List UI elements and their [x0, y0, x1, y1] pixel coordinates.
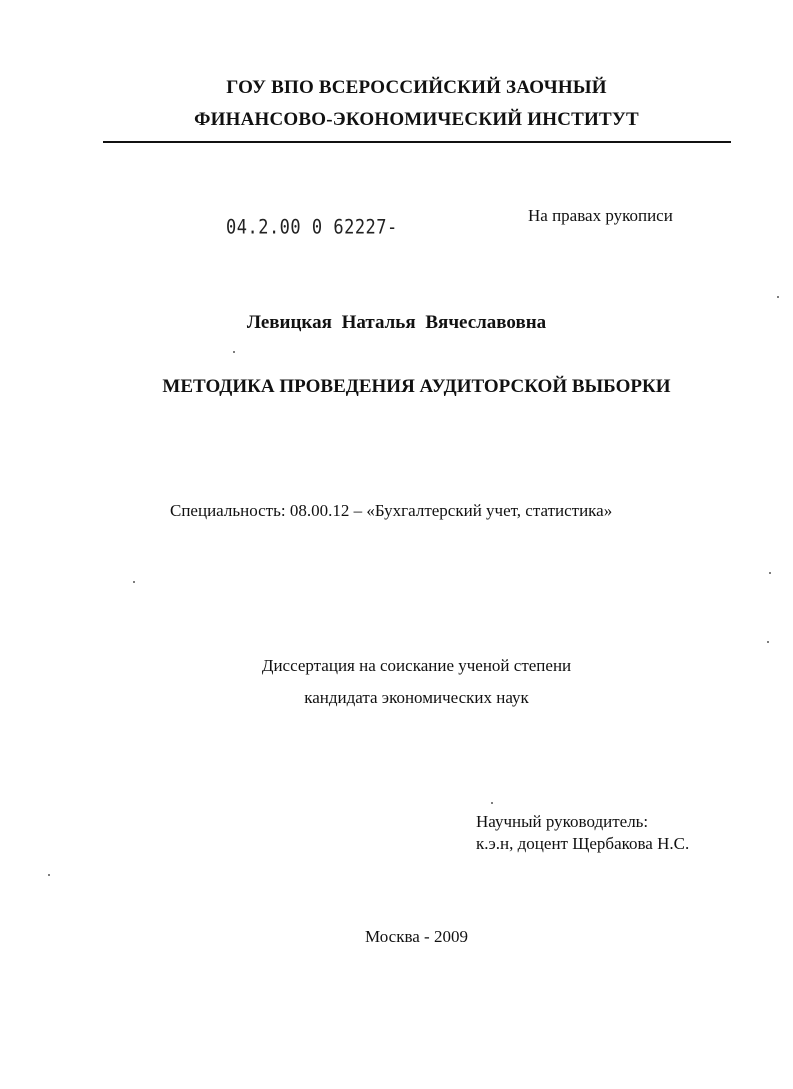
institution-line-2: ФИНАНСОВО-ЭКОНОМИЧЕСКИЙ ИНСТИТУТ: [194, 109, 639, 130]
header-divider: [103, 141, 731, 143]
manuscript-note: На правах рукописи: [528, 206, 673, 225]
specialty-line: Специальность: 08.00.12 – «Бухгалтерский учет, статистика»: [170, 501, 613, 520]
scan-speck: [767, 641, 769, 643]
advisor-label: Научный руководитель:: [476, 812, 649, 831]
author-name: Левицкая Наталья Вячеславовна: [246, 312, 547, 333]
scan-speck: [48, 874, 50, 876]
scan-speck: [133, 581, 135, 583]
dissertation-title: МЕТОДИКА ПРОВЕДЕНИЯ АУДИТОРСКОЙ ВЫБОРКИ: [162, 376, 671, 397]
scan-speck: [491, 802, 493, 804]
city-year: Москва - 2009: [365, 927, 468, 946]
scan-speck: [233, 351, 235, 353]
institution-line-1: ГОУ ВПО ВСЕРОССИЙСКИЙ ЗАОЧНЫЙ: [226, 77, 607, 98]
degree-line-1: Диссертация на соискание ученой степени: [261, 656, 572, 675]
scan-speck: [769, 572, 771, 574]
stamp-number: 04.2.00 0 62227-: [226, 216, 398, 239]
advisor-name: к.э.н, доцент Щербакова Н.С.: [476, 834, 690, 853]
degree-line-2: кандидата экономических наук: [304, 688, 529, 707]
scan-speck: [777, 296, 779, 298]
